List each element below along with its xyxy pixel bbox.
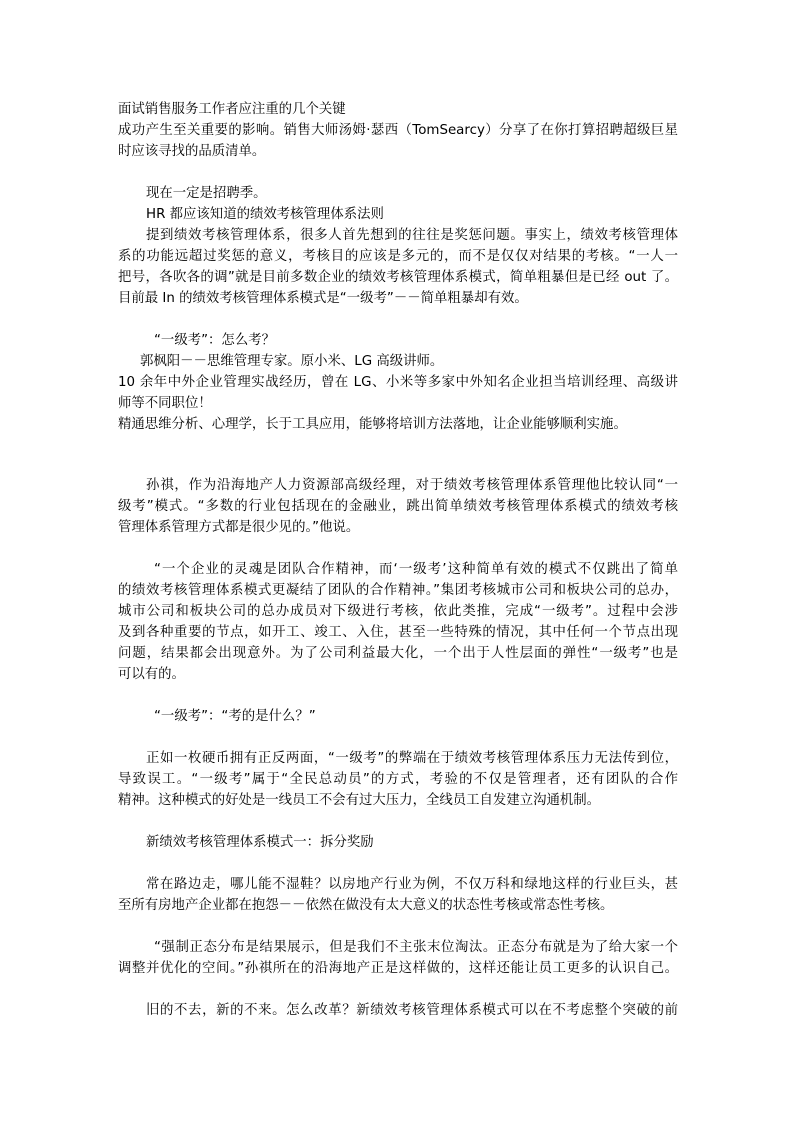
paragraph-line: 城市公司和板块公司的总办成员对下级进行考核，依此类推，完成“一级考”。过程中会涉 xyxy=(118,604,678,619)
paragraph-line: 目前最 In 的绩效考核管理体系模式是“一级考”－－简单粗暴却有效。 xyxy=(118,291,528,306)
paragraph-line: 导致误工。“一级考”属于“全民总动员”的方式，考验的不仅是管理者，还有团队的合作 xyxy=(118,772,678,787)
paragraph-line: 精通思维分析、心理学，长于工具应用，能够将培训方法落地，让企业能够顺利实施。 xyxy=(118,417,627,432)
paragraph-line: 师等不同职位！ xyxy=(118,396,212,411)
section-heading: “一级考”：“考的是什么？” xyxy=(154,709,316,724)
paragraph-line: 正如一枚硬币拥有正反两面，“一级考”的弊端在于绩效考核管理体系压力无法传到位， xyxy=(146,751,678,766)
paragraph-line: 时应该寻找的品质清单。 xyxy=(118,144,266,159)
paragraph-line: 的绩效考核管理体系模式更凝结了团队的合作精神。”集团考核城市公司和板块公司的总办， xyxy=(118,583,678,598)
paragraph-line: 10 余年中外企业管理实战经历，曾在 LG、小米等多家中外知名企业担当培训经理、高级讲 xyxy=(118,375,678,390)
paragraph-line: 现在一定是招聘季。 xyxy=(146,186,267,201)
paragraph-line: 把号，各吹各的调”就是目前多数企业的绩效考核管理体系模式，简单粗暴但是已经 out 了。 xyxy=(118,270,678,285)
section-heading: HR 都应该知道的绩效考核管理体系法则 xyxy=(146,207,384,222)
paragraph-line: “强制正态分布是结果展示，但是我们不主张末位淘汰。正态分布就是为了给大家一个 xyxy=(154,940,678,955)
paragraph-line: 提到绩效考核管理体系，很多人首先想到的往往是奖惩问题。事实上，绩效考核管理体 xyxy=(146,228,678,243)
paragraph-line: “一个企业的灵魂是团队合作精神，而‘一级考’这种简单有效的模式不仅跳出了简单 xyxy=(154,562,678,577)
doc-title: 面试销售服务工作者应注重的几个关键 xyxy=(118,102,346,117)
paragraph-line: 常在路边走，哪儿能不湿鞋？以房地产行业为例，不仅万科和绿地这样的行业巨头，甚 xyxy=(146,877,678,892)
paragraph-line: 郭枫阳－－思维管理专家。原小米、LG 高级讲师。 xyxy=(140,354,444,369)
paragraph-line: 系的功能远超过奖惩的意义，考核目的应该是多元的，而不是仅仅对结果的考核。“一人一 xyxy=(118,249,678,264)
section-heading: “一级考”：怎么考？ xyxy=(154,333,275,348)
paragraph-line: 成功产生至关重要的影响。销售大师汤姆·瑟西（TomSearcy）分享了在你打算招聘超级巨星 xyxy=(118,123,678,138)
paragraph-line: 及到各种重要的节点，如开工、竣工、入住，甚至一些特殊的情况，其中任何一个节点出现 xyxy=(118,625,678,640)
paragraph-line: 管理体系管理方式都是很少见的。”他说。 xyxy=(118,520,360,535)
paragraph-line: 级考”模式。“多数的行业包括现在的金融业，跳出简单绩效考核管理体系模式的绩效考核 xyxy=(118,499,678,514)
paragraph-line: 精神。这种模式的好处是一线员工不会有过大压力，全线员工自发建立沟通机制。 xyxy=(118,793,601,808)
paragraph-line: 可以有的。 xyxy=(118,667,185,682)
paragraph-line: 旧的不去，新的不来。怎么改革？新绩效考核管理体系模式可以在不考虑整个突破的前 xyxy=(146,1003,678,1018)
paragraph-line: 至所有房地产企业都在抱怨－－依然在做没有太大意义的状态性考核或常态性考核。 xyxy=(118,898,614,913)
paragraph-line: 调整并优化的空间。”孙祺所在的沿海地产正是这样做的，这样还能让员工更多的认识自己。 xyxy=(118,961,678,976)
document-page xyxy=(118,99,678,1021)
paragraph-line: 孙祺，作为沿海地产人力资源部高级经理，对于绩效考核管理体系管理他比较认同“一 xyxy=(146,478,678,493)
section-heading: 新绩效考核管理体系模式一：拆分奖励 xyxy=(146,835,374,850)
paragraph-line: 问题，结果都会出现意外。为了公司利益最大化，一个出于人性层面的弹性“一级考”也是 xyxy=(118,646,678,661)
